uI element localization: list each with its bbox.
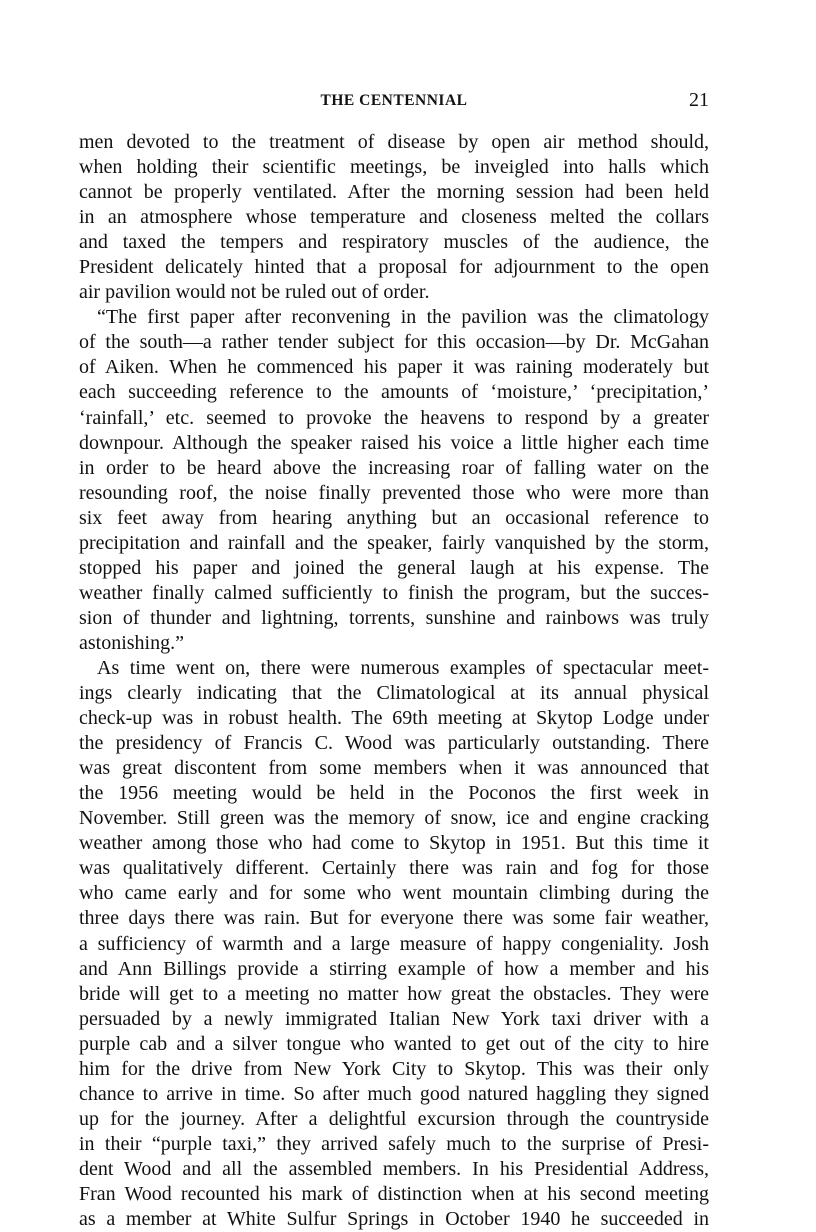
text-line: of Aiken. When he commenced his paper it was raining moderately but xyxy=(79,356,709,379)
text-line: the presidency of Francis C. Wood was particularly outstanding. There xyxy=(79,732,709,755)
text-line: three days there was rain. But for everyone there was some fair weather, xyxy=(79,907,709,930)
text-line: in order to be heard above the increasing roar of falling water on the xyxy=(79,456,709,479)
text-line: resounding roof, the noise finally prevented those who were more than xyxy=(79,481,709,504)
paragraph xyxy=(79,130,709,305)
paragraph xyxy=(79,656,709,1232)
text-line: a sufficiency of warmth and a large measure of happy congeniality. Josh xyxy=(79,932,709,955)
text-line: dent Wood and all the assembled members. In his Presidential Address, xyxy=(79,1157,709,1180)
text-line: ‘rainfall,’ etc. seemed to provoke the heavens to respond by a greater xyxy=(79,406,709,429)
text-line: persuaded by a newly immigrated Italian New York taxi driver with a xyxy=(79,1007,709,1030)
text-line: who came early and for some who went mountain climbing during the xyxy=(79,882,709,905)
running-title: THE CENTENNIAL xyxy=(320,92,468,109)
text-line: ings clearly indicating that the Climatological at its annual physical xyxy=(79,682,709,705)
text-line: astonishing.” xyxy=(79,631,184,654)
text-line: precipitation and rainfall and the speaker, fairly vanquished by the storm, xyxy=(79,531,709,554)
text-line: Fran Wood recounted his mark of distinction when at his second meeting xyxy=(79,1182,709,1205)
text-line: purple cab and a silver tongue who wanted to get out of the city to hire xyxy=(79,1032,709,1055)
text-line: in their “purple taxi,” they arrived safely much to the surprise of Presi- xyxy=(79,1132,709,1155)
page-number: 21 xyxy=(689,89,709,111)
text-line: men devoted to the treatment of disease by open air method should, xyxy=(79,131,709,153)
text-line: President delicately hinted that a proposal for adjournment to the open xyxy=(79,256,709,279)
text-line: him for the drive from New York City to Skytop. This was their only xyxy=(79,1057,709,1080)
text-line: as a member at White Sulfur Springs in October 1940 he succeeded in xyxy=(79,1208,709,1231)
text-line: air pavilion would not be ruled out of order. xyxy=(79,281,430,304)
text-line: each succeeding reference to the amounts of ‘moisture,’ ‘precipitation,’ xyxy=(79,381,709,404)
text-line: downpour. Although the speaker raised his voice a little higher each time xyxy=(79,431,709,454)
text-line: November. Still green was the memory of snow, ice and engine cracking xyxy=(79,807,709,830)
text-line: was great discontent from some members when it was announced that xyxy=(79,757,709,780)
text-line: sion of thunder and lightning, torrents, sunshine and rainbows was truly xyxy=(79,606,709,629)
page-header xyxy=(79,89,709,114)
text-line: the 1956 meeting would be held in the Poconos the first week in xyxy=(79,782,709,805)
text-line: and Ann Billings provide a stirring example of how a member and his xyxy=(79,957,709,980)
text-line: of the south—a rather tender subject for this occasion—by Dr. McGahan xyxy=(79,331,709,354)
text-line: bride will get to a meeting no matter how great the obstacles. They were xyxy=(79,982,709,1005)
body-text xyxy=(79,130,709,1232)
text-line: six feet away from hearing anything but an occasional reference to xyxy=(79,506,709,529)
text-line: up for the journey. After a delightful excursion through the countryside xyxy=(79,1107,709,1130)
text-line: “The first paper after reconvening in the pavilion was the climatology xyxy=(97,306,709,329)
text-line: cannot be properly ventilated. After the morning session had been held xyxy=(79,181,709,204)
text-line: when holding their scientific meetings, be inveigled into halls which xyxy=(79,156,709,179)
text-line: check-up was in robust health. The 69th meeting at Skytop Lodge under xyxy=(79,707,709,730)
text-line: weather among those who had come to Skytop in 1951. But this time it xyxy=(79,832,709,855)
text-line: chance to arrive in time. So after much good natured haggling they signed xyxy=(79,1082,709,1105)
text-line: weather finally calmed sufficiently to finish the program, but the succes- xyxy=(79,581,709,604)
text-line: As time went on, there were numerous examples of spectacular meet- xyxy=(97,656,709,679)
text-line: in an atmosphere whose temperature and closeness melted the collars xyxy=(79,206,709,229)
text-line: stopped his paper and joined the general laugh at his expense. The xyxy=(79,556,709,579)
text-line: was qualitatively different. Certainly there was rain and fog for those xyxy=(79,857,709,880)
paragraph xyxy=(79,305,709,656)
text-line: and taxed the tempers and respiratory muscles of the audience, the xyxy=(79,231,709,254)
